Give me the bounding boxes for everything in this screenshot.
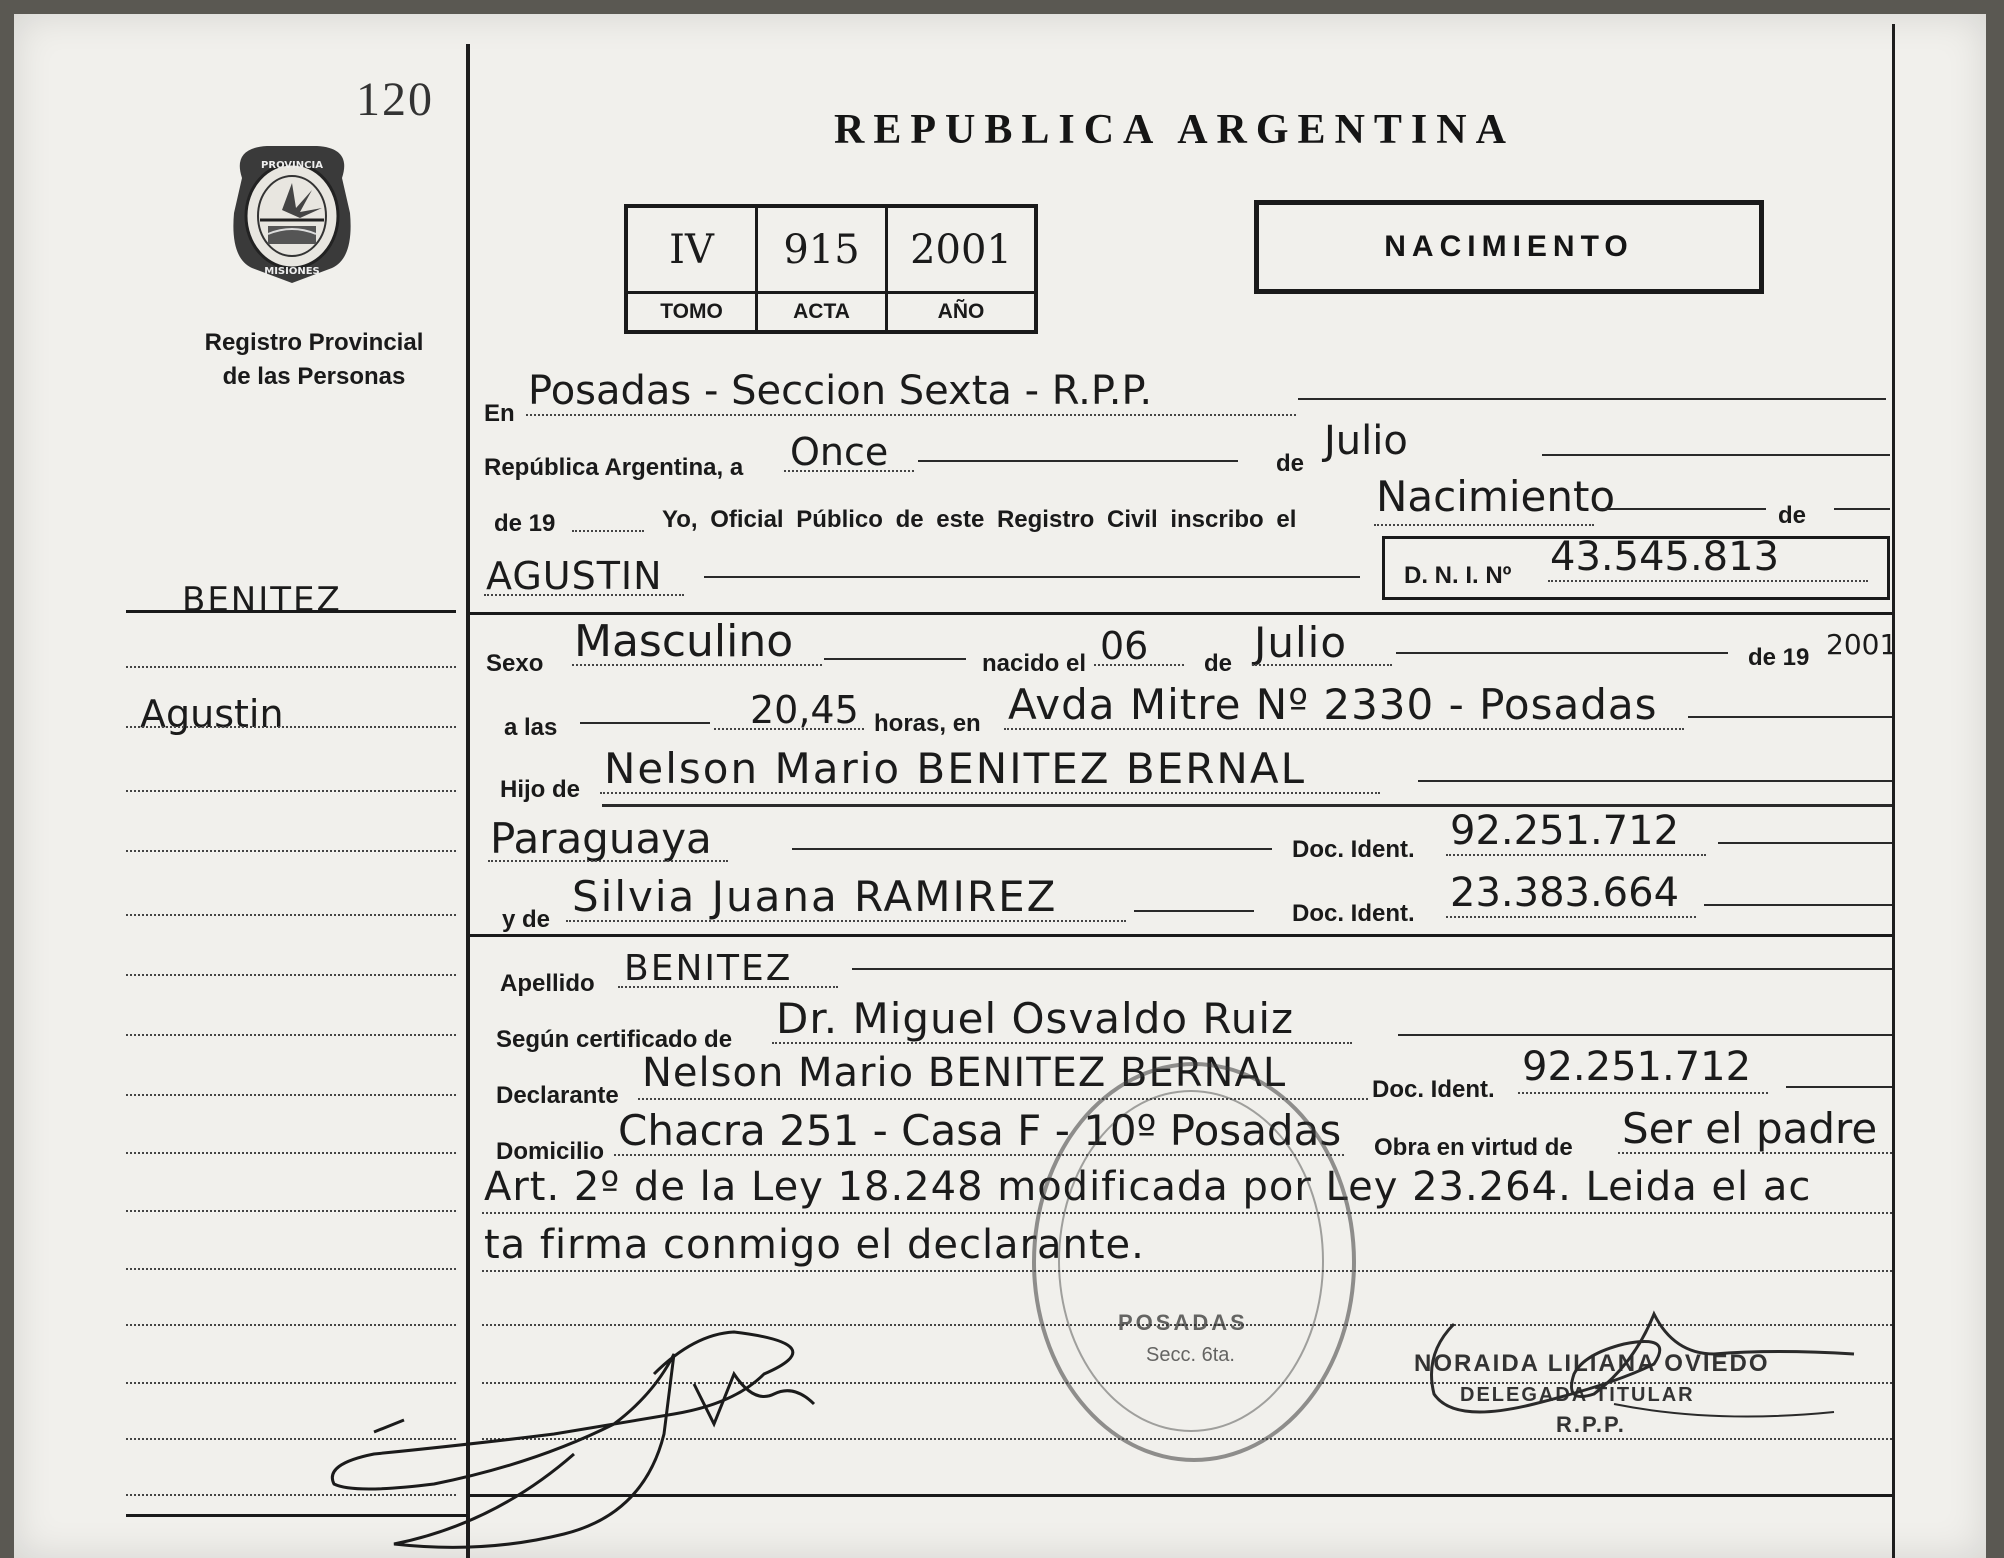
line-dni bbox=[1548, 580, 1868, 582]
margin-line-6 bbox=[126, 914, 456, 916]
line-apellido-end bbox=[852, 968, 1892, 970]
margin-line-3 bbox=[126, 726, 456, 728]
value-hora: 20,45 bbox=[750, 688, 859, 732]
line-apellido bbox=[618, 986, 838, 988]
label-en: En bbox=[484, 400, 515, 427]
margin-line-1 bbox=[126, 610, 456, 613]
line-obra bbox=[1618, 1152, 1892, 1154]
line-madre-end bbox=[1134, 910, 1254, 912]
line-dia-nac bbox=[1094, 664, 1184, 666]
registry-name bbox=[164, 326, 464, 394]
value-mes: Julio bbox=[1324, 418, 1408, 464]
label-segun: Según certificado de bbox=[496, 1026, 733, 1053]
value-dia-letras: Once bbox=[790, 430, 889, 474]
label-a-las: a las bbox=[504, 714, 558, 741]
value-observaciones-1: Art. 2º de la Ley 18.248 modificada por Ley 23.264. Leida el ac bbox=[484, 1164, 1812, 1210]
line-nacionalidad-end bbox=[792, 848, 1272, 850]
margin-line-2 bbox=[126, 666, 456, 668]
margin-line-11 bbox=[126, 1210, 456, 1212]
value-obra: Ser el padre bbox=[1622, 1104, 1878, 1153]
label-nacido: nacido el bbox=[982, 650, 1087, 677]
svg-text:PROVINCIA: PROVINCIA bbox=[261, 160, 323, 171]
value-sexo: Masculino bbox=[574, 616, 794, 667]
margin-line-5 bbox=[126, 850, 456, 852]
label-hijo: Hijo de bbox=[500, 776, 581, 803]
line-lugar-nac bbox=[1004, 728, 1684, 730]
line-sexo bbox=[572, 664, 822, 666]
line-nombre bbox=[484, 594, 684, 596]
value-nacionalidad: Paraguaya bbox=[490, 814, 712, 863]
label-horas: horas, en bbox=[874, 710, 981, 737]
value-anio-nac: 2001 bbox=[1826, 628, 1898, 661]
record-type-box: NACIMIENTO bbox=[1254, 200, 1764, 294]
registry-line-1: Registro Provincial bbox=[204, 329, 424, 356]
line-anio-blank bbox=[572, 530, 644, 532]
margin-apellido: BENITEZ bbox=[182, 580, 342, 620]
line-certificado-end bbox=[1398, 1034, 1892, 1036]
line-dia-end bbox=[918, 460, 1238, 462]
declarant-signature bbox=[314, 1314, 874, 1554]
line-pre-hora bbox=[580, 722, 710, 724]
label-de-19: de 19 bbox=[494, 510, 556, 537]
value-madre: Silvia Juana RAMIREZ bbox=[572, 872, 1058, 921]
stamp-section: Secc. 6ta. bbox=[1146, 1344, 1235, 1366]
line-padre bbox=[600, 792, 1380, 794]
line-padre-end bbox=[1418, 780, 1892, 782]
label-declarante: Declarante bbox=[496, 1082, 619, 1109]
line-sexo-end bbox=[824, 658, 966, 660]
line-mes bbox=[1542, 454, 1890, 456]
line-nacionalidad bbox=[488, 860, 728, 862]
line-doc-madre-end bbox=[1704, 904, 1892, 906]
value-certificado: Dr. Miguel Osvaldo Ruiz bbox=[776, 994, 1295, 1043]
section-rule-3 bbox=[470, 934, 1892, 937]
margin-line-8 bbox=[126, 1034, 456, 1036]
label-obra: Obra en virtud de bbox=[1374, 1134, 1573, 1161]
margin-nombre: Agustin bbox=[140, 692, 284, 736]
provincial-seal-icon bbox=[222, 138, 362, 288]
value-doc-declarante: 92.251.712 bbox=[1522, 1044, 1752, 1090]
line-doc-padre bbox=[1446, 854, 1706, 856]
margin-line-9 bbox=[126, 1094, 456, 1096]
ano-label: AÑO bbox=[937, 300, 985, 323]
line-certificado bbox=[772, 1042, 1352, 1044]
label-de-19-b: de 19 bbox=[1748, 644, 1810, 671]
label-dni: D. N. I. Nº bbox=[1404, 562, 1512, 589]
value-lugar: Posadas - Seccion Sexta - R.P.P. bbox=[528, 368, 1153, 414]
label-doc-2: Doc. Ident. bbox=[1292, 900, 1415, 927]
value-apellido: BENITEZ bbox=[624, 948, 793, 989]
line-lugar bbox=[526, 414, 1296, 416]
acta-label: ACTA bbox=[758, 294, 888, 330]
line-madre bbox=[566, 920, 1126, 922]
line-doc-padre-end bbox=[1718, 842, 1892, 844]
officer-title: DELEGADA TITULAR bbox=[1460, 1384, 1695, 1406]
line-hora bbox=[714, 728, 864, 730]
tomo-value: IV bbox=[628, 208, 758, 294]
right-border bbox=[1892, 24, 1895, 1558]
value-domicilio: Chacra 251 - Casa F - 10º Posadas bbox=[618, 1106, 1342, 1155]
line-doc-declarante bbox=[1518, 1092, 1768, 1094]
tomo-acta-ano-box bbox=[624, 204, 1038, 334]
label-de-3: de bbox=[1204, 650, 1233, 677]
folio-number: 120 bbox=[356, 73, 434, 126]
officer-name: NORAIDA LILIANA OVIEDO bbox=[1414, 1350, 1770, 1377]
label-y-de: y de bbox=[502, 906, 551, 933]
label-domicilio: Domicilio bbox=[496, 1138, 605, 1165]
line-acto-end bbox=[1596, 508, 1766, 510]
value-observaciones-2: ta firma conmigo el declarante. bbox=[484, 1222, 1145, 1268]
line-doc-madre bbox=[1446, 916, 1696, 918]
value-dia-nac: 06 bbox=[1100, 624, 1149, 668]
label-doc-3: Doc. Ident. bbox=[1372, 1076, 1495, 1103]
label-yo: Yo, Oficial Público de este Registro Civil inscribo el bbox=[662, 506, 1297, 533]
label-doc-1: Doc. Ident. bbox=[1292, 836, 1415, 863]
acta-value: 915 bbox=[758, 208, 888, 294]
value-dni: 43.545.813 bbox=[1550, 534, 1780, 580]
value-doc-padre: 92.251.712 bbox=[1450, 808, 1680, 854]
ano-value: 2001 bbox=[888, 208, 1034, 294]
label-republica: República Argentina, a bbox=[484, 454, 744, 481]
margin-line-12 bbox=[126, 1268, 456, 1270]
value-doc-madre: 23.383.664 bbox=[1450, 870, 1680, 916]
officer-org: R.P.P. bbox=[1556, 1412, 1626, 1437]
line-lugar-nac-end bbox=[1688, 716, 1892, 718]
line-nombre-end bbox=[704, 576, 1360, 578]
value-mes-nac: Julio bbox=[1254, 618, 1348, 667]
label-de-1: de bbox=[1276, 450, 1305, 477]
label-apellido: Apellido bbox=[500, 970, 595, 997]
line-mes-nac-end bbox=[1396, 652, 1728, 654]
section-rule-1 bbox=[470, 612, 1892, 615]
line-doc-declarante-end bbox=[1786, 1086, 1892, 1088]
official-stamp-inner-ring bbox=[1058, 1090, 1324, 1432]
section-rule-2 bbox=[602, 804, 1892, 807]
stamp-city: POSADAS bbox=[1118, 1310, 1248, 1335]
birth-certificate-page bbox=[14, 14, 1986, 1558]
line-de-2 bbox=[1834, 508, 1890, 510]
officer-signature bbox=[1414, 1294, 1874, 1454]
margin-line-7 bbox=[126, 974, 456, 976]
value-lugar-nac: Avda Mitre Nº 2330 - Posadas bbox=[1008, 680, 1658, 729]
line-acto bbox=[1374, 524, 1594, 526]
value-padre: Nelson Mario BENITEZ BERNAL bbox=[604, 744, 1306, 793]
value-nombre: AGUSTIN bbox=[486, 554, 663, 598]
value-declarante: Nelson Mario BENITEZ BERNAL bbox=[642, 1050, 1287, 1096]
margin-line-10 bbox=[126, 1152, 456, 1154]
line-mes-nac bbox=[1252, 664, 1392, 666]
line-lugar-end bbox=[1298, 398, 1886, 400]
registry-line-2: de las Personas bbox=[222, 363, 406, 390]
line-dia bbox=[784, 470, 914, 472]
label-de-2: de bbox=[1778, 502, 1807, 529]
value-acto: Nacimiento bbox=[1376, 472, 1616, 521]
label-sexo: Sexo bbox=[486, 650, 544, 677]
svg-text:MISIONES: MISIONES bbox=[264, 266, 320, 277]
margin-line-4 bbox=[126, 790, 456, 792]
document-title: REPUBLICA ARGENTINA bbox=[834, 107, 1515, 153]
tomo-label: TOMO bbox=[628, 294, 758, 330]
